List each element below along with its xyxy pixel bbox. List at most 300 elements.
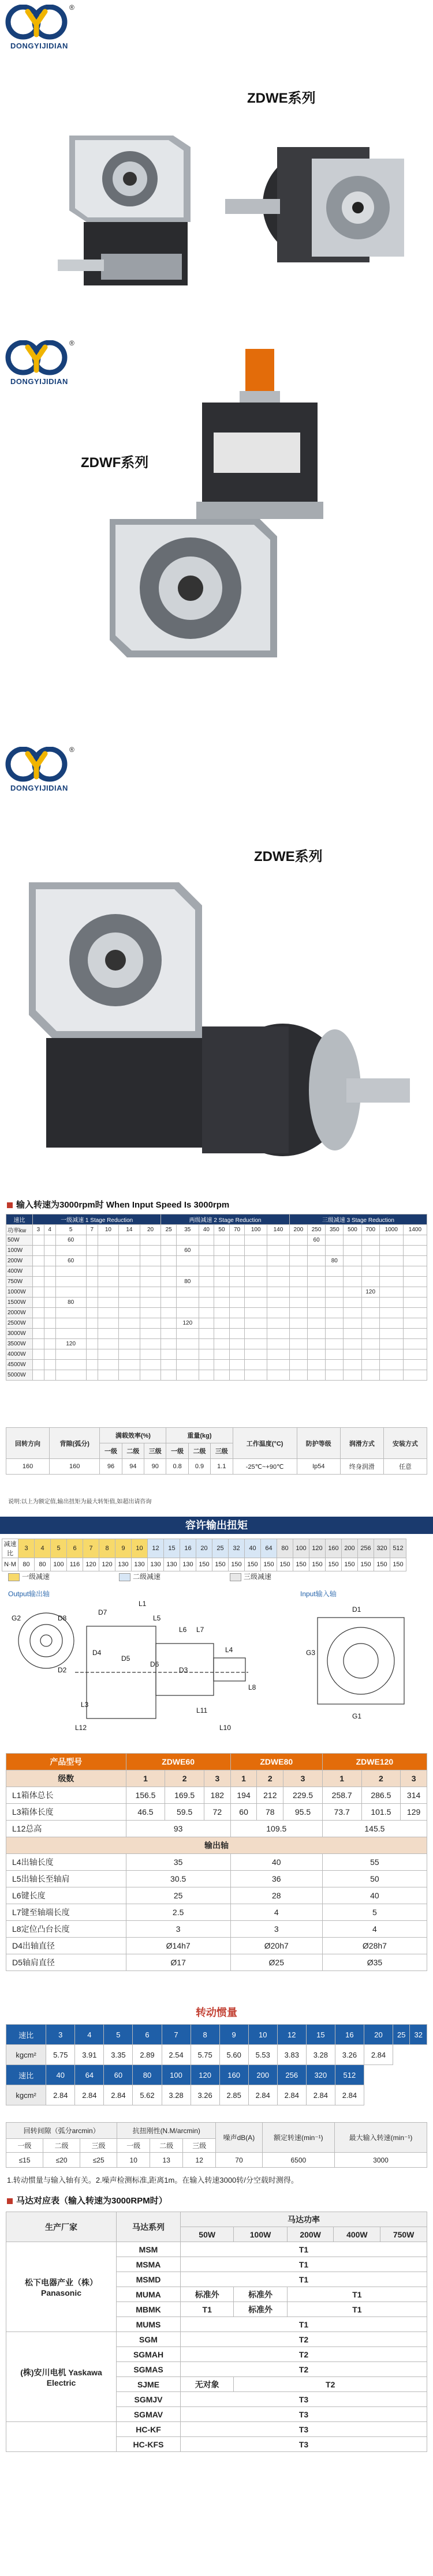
ratio-cell bbox=[119, 1370, 140, 1381]
motor-model: SGMAH bbox=[117, 2347, 181, 2362]
ratio-cell bbox=[289, 1349, 307, 1360]
ratio-cell: 100 bbox=[162, 2065, 191, 2085]
ratio-cell bbox=[361, 1266, 379, 1277]
motor-model: SGM bbox=[117, 2332, 181, 2347]
ratio-cell bbox=[289, 1277, 307, 1287]
dimension-label: D1 bbox=[352, 1605, 361, 1614]
ratio-cell bbox=[199, 1287, 214, 1298]
ratio-cell bbox=[86, 1266, 98, 1277]
motor-row bbox=[6, 2242, 427, 2257]
ratio-cell bbox=[326, 1349, 344, 1360]
dimension-value: 50 bbox=[322, 1871, 427, 1887]
ratio-cell bbox=[44, 1277, 55, 1287]
ratio-cell: 80 bbox=[326, 1256, 344, 1266]
ratio-cell: 60 bbox=[55, 1256, 86, 1266]
ratio-cell bbox=[86, 1339, 98, 1349]
corner-label: 速比 bbox=[6, 1214, 33, 1225]
power-label: 4500W bbox=[6, 1360, 33, 1370]
ratio-cell bbox=[214, 1277, 230, 1287]
ratio-cell bbox=[98, 1277, 119, 1287]
torque-cell: 80 bbox=[35, 1558, 51, 1571]
ratio-cell bbox=[214, 1318, 230, 1329]
power-column: 50W bbox=[181, 2227, 234, 2242]
shaft-row bbox=[6, 1938, 427, 1954]
dimension-value: 40 bbox=[230, 1854, 322, 1871]
ratio-cell bbox=[44, 1349, 55, 1360]
inertia-value: 5.53 bbox=[248, 2045, 277, 2065]
torque-cell: 130 bbox=[180, 1558, 196, 1571]
product-photo-zdwe-large bbox=[12, 859, 416, 1171]
compat-cell: T1 bbox=[181, 2257, 427, 2272]
ratio-cell bbox=[98, 1246, 119, 1256]
ratio-cell bbox=[86, 1360, 98, 1370]
ratio-cell bbox=[199, 1308, 214, 1318]
torque-cell: 150 bbox=[342, 1558, 358, 1571]
motor-row bbox=[6, 2422, 427, 2437]
dimension-value: 28 bbox=[230, 1887, 322, 1904]
ratio-cell bbox=[326, 1360, 344, 1370]
ratio-cell bbox=[140, 1308, 161, 1318]
ratio-cell bbox=[245, 1308, 267, 1318]
inertia-value: 3.26 bbox=[191, 2085, 219, 2105]
perf-header: 抗扭刚性(N.M/arcmin) bbox=[117, 2123, 216, 2139]
ratio-cell bbox=[33, 1277, 44, 1287]
ratio-cell: 40 bbox=[199, 1225, 214, 1235]
ratio-cell: 60 bbox=[55, 1235, 86, 1246]
ratio-cell bbox=[403, 1298, 427, 1308]
dimension-value: Ø35 bbox=[322, 1954, 427, 1971]
ratio-cell bbox=[214, 1370, 230, 1381]
dimension-label: L7 bbox=[196, 1626, 204, 1634]
inertia-value: 2.85 bbox=[219, 2085, 248, 2105]
inertia-value: 2.84 bbox=[277, 2085, 306, 2105]
ratio-cell bbox=[344, 1360, 361, 1370]
ratio-cell: 256 bbox=[277, 2065, 306, 2085]
ratio-cell: 120 bbox=[55, 1339, 86, 1349]
ratio-cell bbox=[119, 1277, 140, 1287]
ratio-cell bbox=[199, 1349, 214, 1360]
ratio-cell bbox=[326, 1318, 344, 1329]
motor-model: HC-KF bbox=[117, 2422, 181, 2437]
ratio-cell bbox=[214, 1329, 230, 1339]
ratio-cell bbox=[44, 1308, 55, 1318]
series-title-3: ZDWE系列 bbox=[254, 849, 323, 864]
perf-value: 10 bbox=[117, 2153, 150, 2168]
ratio-cell bbox=[140, 1235, 161, 1246]
ratio-cell: 120 bbox=[176, 1318, 199, 1329]
dimension-value: 286.5 bbox=[361, 1787, 401, 1804]
spec-value: -25℃~+90℃ bbox=[233, 1459, 297, 1475]
stage-label: 一级 bbox=[100, 1443, 122, 1459]
ratio-cell bbox=[326, 1308, 344, 1318]
perf-value: 13 bbox=[150, 2153, 183, 2168]
ratio-cell bbox=[379, 1256, 403, 1266]
ratio-cell bbox=[161, 1360, 177, 1370]
torque-cell: 150 bbox=[293, 1558, 309, 1571]
ratio-cell bbox=[98, 1308, 119, 1318]
dimension-value: 78 bbox=[257, 1804, 283, 1821]
dimension-value: 35 bbox=[126, 1854, 230, 1871]
ratio-cell bbox=[344, 1256, 361, 1266]
compat-cell: T3 bbox=[181, 2392, 427, 2407]
ratio-cell bbox=[361, 1277, 379, 1287]
ratio-cell bbox=[289, 1235, 307, 1246]
ratio-cell bbox=[229, 1349, 245, 1360]
ratio-cell: 20 bbox=[140, 1225, 161, 1235]
ratio-cell bbox=[199, 1339, 214, 1349]
motor-row bbox=[6, 2332, 427, 2347]
ratio-cell bbox=[176, 1329, 199, 1339]
dimension-row bbox=[6, 1787, 427, 1804]
brand-name: DONGYIJIDIAN bbox=[10, 42, 68, 50]
inertia-value: 2.84 bbox=[306, 2085, 335, 2105]
ratio-cell bbox=[199, 1235, 214, 1246]
ratio-cell: 120 bbox=[361, 1287, 379, 1298]
ratio-cell bbox=[55, 1329, 86, 1339]
power-label: 400W bbox=[6, 1266, 33, 1277]
stage-label: 二级 bbox=[122, 1443, 144, 1459]
ratio-cell bbox=[199, 1256, 214, 1266]
motor-compat-table bbox=[6, 2212, 427, 2452]
power-label: 750W bbox=[6, 1277, 33, 1287]
ratio-cell bbox=[344, 1287, 361, 1298]
ratio-cell bbox=[86, 1370, 98, 1381]
stage-number: 1 bbox=[230, 1770, 257, 1787]
stage-number: 3 bbox=[283, 1770, 323, 1787]
torque-legend bbox=[8, 1571, 341, 1581]
dimension-label: L11 bbox=[196, 1706, 208, 1714]
registered-mark: ® bbox=[69, 339, 74, 347]
ratio-cell bbox=[289, 1298, 307, 1308]
ratio-cell: 7 bbox=[162, 2025, 191, 2045]
ratio-cell bbox=[229, 1329, 245, 1339]
ratio-cell bbox=[55, 1308, 86, 1318]
motor-model: MSMA bbox=[117, 2257, 181, 2272]
compat-cell: T1 bbox=[181, 2272, 427, 2287]
ratio-cell bbox=[44, 1246, 55, 1256]
dimension-label: D8 bbox=[58, 1614, 67, 1622]
ratio-cell bbox=[44, 1360, 55, 1370]
ratio-cell: 32 bbox=[410, 2025, 427, 2045]
ratio-cell bbox=[44, 1318, 55, 1329]
torque-cell: 150 bbox=[326, 1558, 342, 1571]
company-logo-3 bbox=[5, 747, 74, 792]
ratio-cell bbox=[44, 1329, 55, 1339]
stage2-header: 两级减速 2 Stage Reduction bbox=[161, 1214, 289, 1225]
ratio-cell: 12 bbox=[277, 2025, 306, 2045]
ratio-cell bbox=[308, 1246, 326, 1256]
ratio-cell bbox=[267, 1256, 290, 1266]
dimension-value: 109.5 bbox=[230, 1821, 322, 1837]
ratio-cell bbox=[214, 1235, 230, 1246]
ratio-cell bbox=[214, 1246, 230, 1256]
dimension-label: G2 bbox=[12, 1614, 21, 1622]
model-name: ZDWE80 bbox=[230, 1754, 322, 1770]
ratio-cell bbox=[33, 1308, 44, 1318]
inertia-value: 5.62 bbox=[133, 2085, 162, 2105]
compat-cell: 标准外 bbox=[181, 2287, 234, 2302]
ratio-cell bbox=[98, 1360, 119, 1370]
compat-cell: T1 bbox=[181, 2302, 234, 2317]
logo-mark-icon bbox=[5, 747, 68, 783]
ratio-cell: 35 bbox=[176, 1225, 199, 1235]
ratio-cell bbox=[44, 1298, 55, 1308]
power-row bbox=[6, 1308, 427, 1318]
product-photo-zdwe bbox=[35, 112, 404, 291]
company-logo-2 bbox=[5, 340, 74, 386]
inertia-value: 3.28 bbox=[306, 2045, 335, 2065]
ratio-cell bbox=[403, 1370, 427, 1381]
brand-name: DONGYIJIDIAN bbox=[10, 784, 68, 792]
ratio-cell bbox=[140, 1339, 161, 1349]
ratio-cell bbox=[86, 1318, 98, 1329]
stage-label: 二级 bbox=[150, 2139, 183, 2153]
legend-swatch bbox=[230, 1573, 241, 1581]
compat-cell: 无对象 bbox=[181, 2377, 234, 2392]
torque-cell: 150 bbox=[261, 1558, 277, 1571]
ratio-cell bbox=[403, 1246, 427, 1256]
ratio-cell bbox=[229, 1266, 245, 1277]
ratio-cell bbox=[245, 1256, 267, 1266]
spec-note: 说明:以上为额定值,输出扭矩为最大转矩值,如超出请咨询 bbox=[8, 1499, 152, 1505]
power-label: 3000W bbox=[6, 1329, 33, 1339]
ratio-cell bbox=[289, 1266, 307, 1277]
ratio-cell: 3 bbox=[33, 1225, 44, 1235]
ratio-cell: 60 bbox=[104, 2065, 133, 2085]
power-row bbox=[6, 1256, 427, 1266]
ratio-cell bbox=[161, 1298, 177, 1308]
ratio-cell bbox=[379, 1235, 403, 1246]
ratio-cell bbox=[326, 1287, 344, 1298]
ratio-cell bbox=[344, 1329, 361, 1339]
shaft-row bbox=[6, 1954, 427, 1971]
ratio-cell bbox=[326, 1277, 344, 1287]
dimension-value: Ø14h7 bbox=[126, 1938, 230, 1954]
spec-header: 工作温度(°C) bbox=[233, 1428, 297, 1459]
spec-value: 96 bbox=[100, 1459, 122, 1475]
ratio-cell: 512 bbox=[390, 1539, 406, 1558]
ratio-cell bbox=[308, 1349, 326, 1360]
ratio-cell bbox=[245, 1360, 267, 1370]
power-column: 100W bbox=[234, 2227, 287, 2242]
ratio-cell bbox=[229, 1235, 245, 1246]
ratio-cell bbox=[119, 1287, 140, 1298]
ratio-cell: 500 bbox=[344, 1225, 361, 1235]
spec-value: 任意 bbox=[383, 1459, 427, 1475]
ratio-cell bbox=[326, 1329, 344, 1339]
legend-swatch bbox=[8, 1573, 20, 1581]
torque-cell: 130 bbox=[115, 1558, 132, 1571]
ratio-cell bbox=[140, 1266, 161, 1277]
ratio-cell bbox=[140, 1360, 161, 1370]
ratio-cell bbox=[229, 1298, 245, 1308]
ratio-cell bbox=[229, 1360, 245, 1370]
ratio-cell bbox=[267, 1370, 290, 1381]
ratio-cell bbox=[308, 1360, 326, 1370]
torque-cell: 130 bbox=[148, 1558, 164, 1571]
ratio-cell bbox=[55, 1266, 86, 1277]
ratio-cell bbox=[289, 1339, 307, 1349]
dimension-row bbox=[6, 1821, 427, 1837]
torque-unit: N·M bbox=[2, 1558, 18, 1571]
maker-name: 松下电器产业（株）Panasonic bbox=[6, 2242, 117, 2332]
ratio-cell bbox=[379, 1298, 403, 1308]
ratio-cell bbox=[344, 1235, 361, 1246]
ratio-cell bbox=[98, 1318, 119, 1329]
inertia-value: 5.75 bbox=[46, 2045, 75, 2065]
ratio-cell bbox=[55, 1370, 86, 1381]
ratio-cell bbox=[214, 1266, 230, 1277]
ratio-cell bbox=[344, 1370, 361, 1381]
ratio-cell bbox=[379, 1277, 403, 1287]
ratio-cell bbox=[289, 1308, 307, 1318]
ratio-cell bbox=[214, 1349, 230, 1360]
spec-value: 160 bbox=[6, 1459, 50, 1475]
ratio-cell bbox=[214, 1256, 230, 1266]
spec-header: 重量(kg) bbox=[166, 1428, 233, 1443]
ratio-cell: 3 bbox=[18, 1539, 35, 1558]
motor-model: MSM bbox=[117, 2242, 181, 2257]
notes-line: 1.转动惯量与输入轴有关。2.噪声检测标准,距离1m。在输入转速3000转/分空载时测得。 bbox=[7, 2176, 298, 2184]
ratio-cell bbox=[308, 1339, 326, 1349]
spec-header: 防护等级 bbox=[297, 1428, 340, 1459]
ratio-cell bbox=[344, 1277, 361, 1287]
ratio-cell bbox=[245, 1349, 267, 1360]
dimension-value: 229.5 bbox=[283, 1787, 323, 1804]
ratio-cell: 320 bbox=[374, 1539, 390, 1558]
dimension-label: L3 bbox=[81, 1701, 89, 1709]
ratio-cell bbox=[229, 1308, 245, 1318]
ratio-cell bbox=[55, 1349, 86, 1360]
dimension-label: L4 bbox=[225, 1646, 233, 1654]
ratio-cell bbox=[199, 1298, 214, 1308]
torque-cell: 150 bbox=[309, 1558, 326, 1571]
compat-cell: T2 bbox=[234, 2377, 427, 2392]
dimension-label: L5出轴长至轴肩 bbox=[6, 1871, 126, 1887]
dimension-label: L12总高 bbox=[6, 1821, 126, 1837]
inertia-value-row bbox=[6, 2045, 427, 2065]
input-shaft-label: Input输入轴 bbox=[300, 1590, 337, 1598]
shaft-row bbox=[6, 1887, 427, 1904]
ratio-cell bbox=[245, 1246, 267, 1256]
legend-label: 一级减速 bbox=[22, 1573, 50, 1581]
ratio-cell: 20 bbox=[364, 2025, 393, 2045]
ratio-cell bbox=[55, 1246, 86, 1256]
ratio-cell bbox=[86, 1329, 98, 1339]
ratio-cell bbox=[245, 1235, 267, 1246]
ratio-cell: 80 bbox=[176, 1277, 199, 1287]
ratio-cell: 25 bbox=[393, 2025, 410, 2045]
perf-value: 12 bbox=[183, 2153, 216, 2168]
product-photo-zdwf bbox=[87, 346, 364, 669]
ratio-cell: 8 bbox=[99, 1539, 115, 1558]
dimension-value: 5 bbox=[322, 1904, 427, 1921]
spec-header: 安装方式 bbox=[383, 1428, 427, 1459]
spec-header: 润滑方式 bbox=[340, 1428, 383, 1459]
logo-mark-icon bbox=[5, 5, 68, 40]
dimension-label: G3 bbox=[306, 1649, 316, 1657]
shaft-row bbox=[6, 1871, 427, 1887]
ratio-cell bbox=[361, 1318, 379, 1329]
ratio-cell: 9 bbox=[115, 1539, 132, 1558]
dimension-label: L6键长度 bbox=[6, 1887, 126, 1904]
perf-value: 3000 bbox=[334, 2153, 427, 2168]
stage-label: 一级 bbox=[6, 2139, 43, 2153]
legend-swatch bbox=[119, 1573, 130, 1581]
dimension-label: L12 bbox=[75, 1724, 87, 1732]
stage-label: 三级 bbox=[211, 1443, 233, 1459]
motor-model: SJME bbox=[117, 2377, 181, 2392]
inertia-value: 2.84 bbox=[335, 2085, 364, 2105]
spec-value: 160 bbox=[50, 1459, 100, 1475]
motor-model: SGMJV bbox=[117, 2392, 181, 2407]
ratio-cell: 6 bbox=[67, 1539, 83, 1558]
ratio-cell bbox=[403, 1235, 427, 1246]
spec-value: 0.8 bbox=[166, 1459, 188, 1475]
motor-model: MBMK bbox=[117, 2302, 181, 2317]
ratio-cell bbox=[119, 1329, 140, 1339]
power-label: 2000W bbox=[6, 1308, 33, 1318]
perf-value: ≤25 bbox=[80, 2153, 117, 2168]
ratio-cell bbox=[245, 1329, 267, 1339]
dimension-label: L1 bbox=[139, 1600, 147, 1608]
ratio-cell bbox=[267, 1349, 290, 1360]
ratio-cell bbox=[308, 1370, 326, 1381]
ratio-cell bbox=[86, 1349, 98, 1360]
power-row bbox=[6, 1246, 427, 1256]
dimension-value: 145.5 bbox=[322, 1821, 427, 1837]
ratio-cell bbox=[344, 1308, 361, 1318]
ratio-cell bbox=[199, 1318, 214, 1329]
ratio-cell bbox=[176, 1298, 199, 1308]
ratio-cell bbox=[119, 1246, 140, 1256]
ratio-cell bbox=[140, 1370, 161, 1381]
inertia-unit: kgcm² bbox=[6, 2045, 46, 2065]
dimension-label: D6 bbox=[150, 1660, 159, 1668]
model-header: 马达系列 bbox=[117, 2212, 181, 2242]
motor-model: MUMA bbox=[117, 2287, 181, 2302]
power-row bbox=[6, 1287, 427, 1298]
ratio-cell: 40 bbox=[245, 1539, 261, 1558]
ratio-cell bbox=[176, 1266, 199, 1277]
ratio-cell: 64 bbox=[261, 1539, 277, 1558]
legend-label: 三级减速 bbox=[244, 1573, 272, 1581]
ratio-cell bbox=[403, 1287, 427, 1298]
ratio-cell: 80 bbox=[133, 2065, 162, 2085]
ratio-cell: 700 bbox=[361, 1225, 379, 1235]
stage3-header: 三级减速 3 Stage Reduction bbox=[289, 1214, 427, 1225]
legend-item bbox=[230, 1573, 271, 1581]
ratio-cell bbox=[214, 1298, 230, 1308]
logo-mark-icon bbox=[5, 340, 68, 376]
inertia-ratio-row bbox=[6, 2065, 427, 2085]
ratio-cell: 12 bbox=[148, 1539, 164, 1558]
ratio-cell: 16 bbox=[335, 2025, 364, 2045]
torque-banner: 容许输出扭矩 bbox=[0, 1517, 433, 1534]
ratio-cell bbox=[308, 1287, 326, 1298]
dimension-value: 59.5 bbox=[165, 1804, 204, 1821]
torque-cell: 120 bbox=[83, 1558, 99, 1571]
ratio-cell bbox=[326, 1266, 344, 1277]
ratio-cell bbox=[161, 1329, 177, 1339]
dimension-value: 182 bbox=[204, 1787, 230, 1804]
ratio-cell bbox=[119, 1266, 140, 1277]
ratio-cell bbox=[326, 1235, 344, 1246]
ratio-cell bbox=[98, 1349, 119, 1360]
dimension-label: L5 bbox=[153, 1614, 161, 1622]
ratio-cell: 100 bbox=[245, 1225, 267, 1235]
compat-cell: T3 bbox=[181, 2422, 427, 2437]
